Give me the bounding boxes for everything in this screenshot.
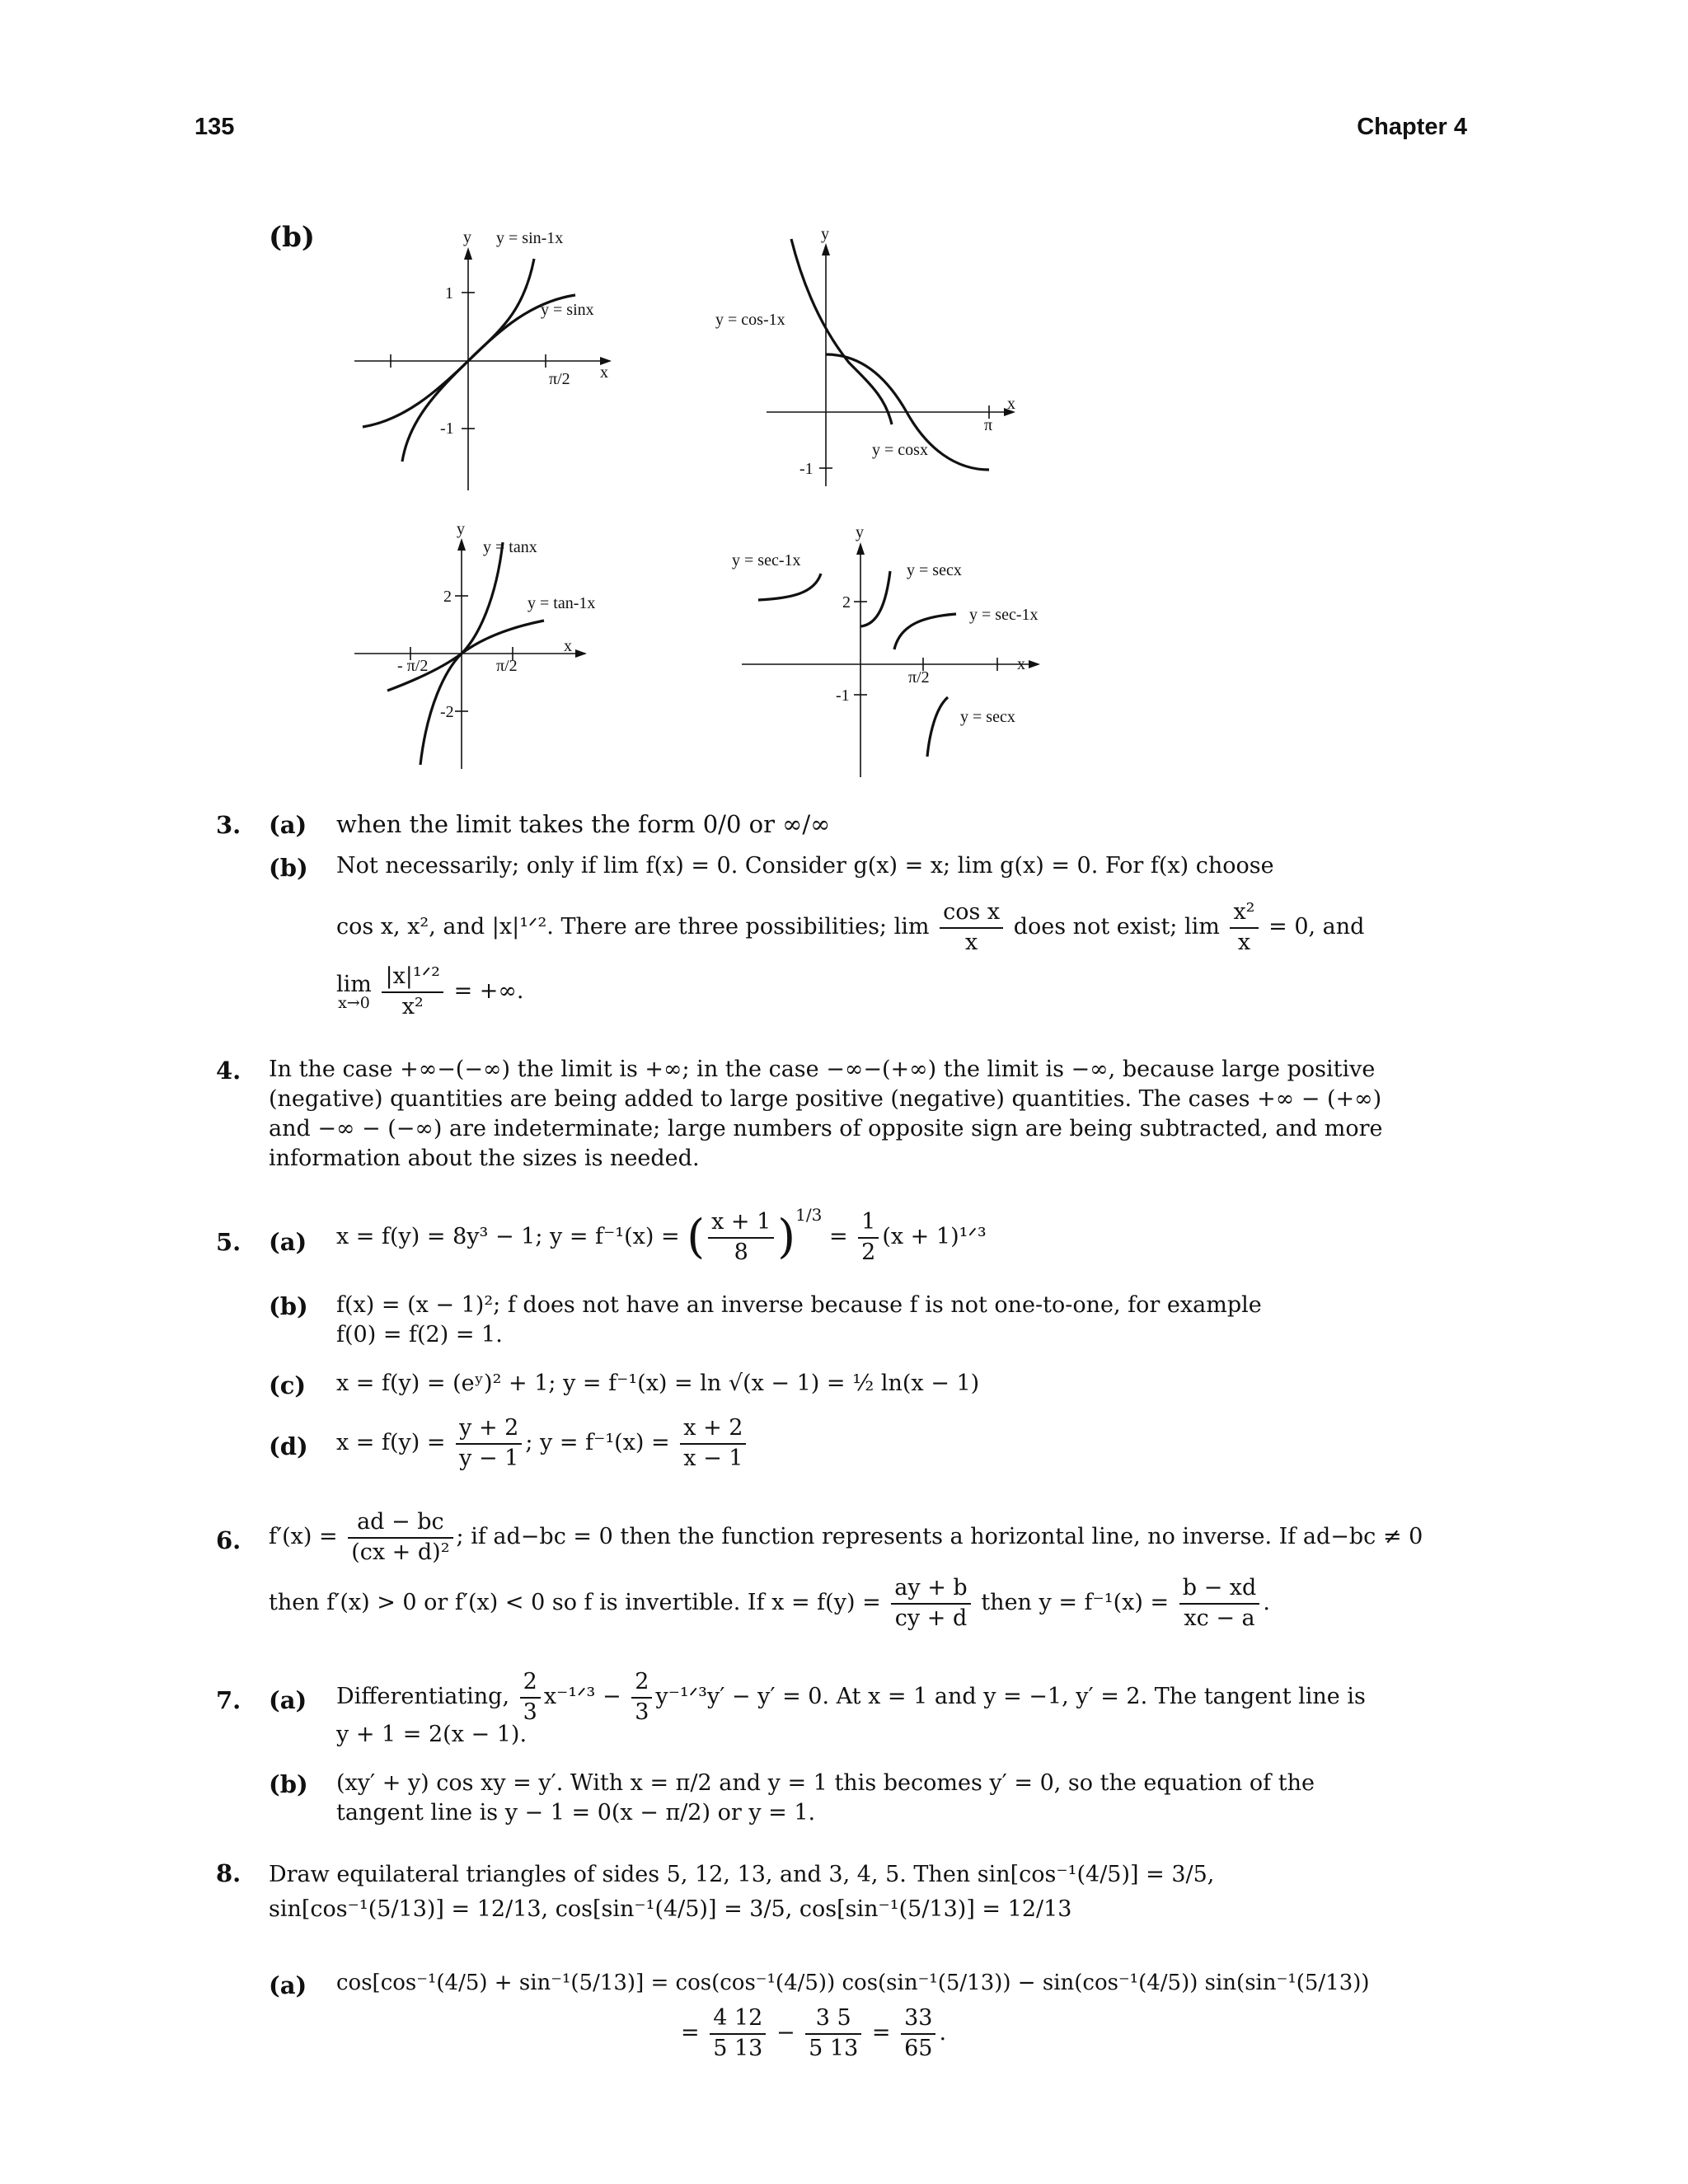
problem-5b-line1: f(x) = (x − 1)²; f does not have an inverse because f is not one-to-one, for example: [336, 1292, 1262, 1318]
problem-7a-label: (a): [269, 1686, 307, 1714]
problem-5-number: 5.: [216, 1228, 241, 1256]
numerator: x + 1: [708, 1208, 774, 1239]
problem-7b-line1: (xy′ + y) cos xy = y′. With x = π/2 and y = 1 this becomes y′ = 0, so the equation of the: [336, 1770, 1315, 1796]
label-sec-top: y = secx: [907, 561, 962, 579]
numerator: x + 2: [680, 1414, 746, 1445]
x-axis-label: x: [1017, 655, 1025, 673]
denominator: 65: [904, 2035, 933, 2061]
numerator: ad − bc: [348, 1508, 452, 1539]
x-axis-label: x: [600, 363, 608, 382]
problem-5c-text: x = f(y) = (eʸ)² + 1; y = f⁻¹(x) = ln √(x − 1) = ½ ln(x − 1): [336, 1371, 980, 1396]
x-arrow: [1029, 660, 1040, 668]
problem-7b-line2: tangent line is y − 1 = 0(x − π/2) or y = 1.: [336, 1800, 816, 1825]
lim-text: lim: [336, 971, 372, 997]
arcsec-right-curve: [894, 614, 956, 649]
problem-3b-line3: [336, 963, 523, 1021]
y-arrow: [822, 243, 830, 255]
arccos-curve: [791, 239, 892, 424]
problem-3a-label: (a): [269, 811, 307, 839]
fraction-adbc: [348, 1508, 452, 1567]
numerator: 4 12: [710, 2004, 766, 2035]
problem-6-line2: [269, 1574, 1270, 1633]
figure-label: (b): [269, 221, 315, 254]
limit-operator: [336, 973, 372, 1011]
numerator: |x|¹ᐟ²: [382, 963, 443, 993]
left-paren: (: [687, 1210, 706, 1264]
tick-label-pi2: π/2: [549, 370, 570, 388]
tick-label-m1: -1: [440, 419, 454, 438]
numerator: 33: [901, 2004, 935, 2035]
tick-label-2: 2: [443, 588, 452, 606]
label-arctan: y = tan-1x: [528, 594, 596, 612]
problem-3b-line2a: cos x, x², and |x|¹ᐟ². There are three possibilities; lim: [336, 914, 930, 940]
x-axis-label: x: [1007, 395, 1015, 413]
y-axis-label: y: [821, 225, 829, 243]
denominator: 5 13: [713, 2035, 763, 2061]
fraction-4-12: [710, 2004, 766, 2063]
problem-3b-line3-end: = +∞.: [453, 978, 524, 1005]
y-axis-label: y: [457, 520, 465, 538]
problem-5d-text: [336, 1414, 749, 1473]
sec-top-curve: [860, 571, 890, 626]
denominator: x: [1237, 929, 1251, 955]
fraction-x2-x: [1230, 898, 1258, 957]
y-arrow: [856, 542, 865, 555]
graph-cos-arccos: [709, 223, 1039, 494]
problem-5d-part1: x = f(y) =: [336, 1430, 446, 1456]
denominator: 2: [861, 1239, 876, 1265]
problem-4-line1: In the case +∞−(−∞) the limit is +∞; in the case −∞−(+∞) the limit is −∞, because large positive: [269, 1057, 1376, 1082]
label-arcsec-left: y = sec-1x: [732, 551, 801, 569]
numerator: cos x: [940, 898, 1003, 929]
denominator: xc − a: [1184, 1605, 1255, 1631]
tick-label-m1: -1: [836, 687, 850, 705]
tick-label-pi2: π/2: [496, 657, 518, 675]
numerator: 2: [520, 1668, 541, 1699]
problem-3b-line2: [336, 898, 1364, 957]
problem-6-part4: then y = f⁻¹(x) =: [981, 1590, 1170, 1616]
denominator: 3: [523, 1699, 537, 1725]
tick-label-1: 1: [445, 284, 453, 302]
fraction-bxd-xca: [1179, 1574, 1260, 1633]
problem-3b-line1: Not necessarily; only if lim f(x) = 0. Consider g(x) = x; lim g(x) = 0. For f(x) choose: [336, 853, 1274, 879]
problem-4-body: [269, 1055, 1382, 1174]
problem-7a-part2: x⁻¹ᐟ³ −: [543, 1684, 621, 1710]
sec-bottom-curve: [927, 697, 948, 757]
problem-3a-text: when the limit takes the form 0/0 or ∞/∞: [336, 810, 831, 838]
problem-5d-part2: ; y = f⁻¹(x) =: [525, 1430, 670, 1456]
problem-3-number: 3.: [216, 811, 241, 839]
x-arrow: [575, 649, 587, 658]
problem-6-part1: f′(x) =: [269, 1524, 338, 1550]
problem-3b-line2c: = 0, and: [1268, 914, 1365, 940]
problem-7a-part1: Differentiating,: [336, 1684, 510, 1710]
problem-6-number: 6.: [216, 1526, 241, 1554]
denominator: cy + d: [894, 1605, 968, 1631]
label-sec-bottom: y = secx: [960, 708, 1015, 726]
denominator: x − 1: [683, 1445, 743, 1471]
denominator: 8: [734, 1239, 748, 1265]
problem-7a-part3: y⁻¹ᐟ³y′ − y′ = 0. At x = 1 and y = −1, y′ = 2. The tangent line is: [655, 1684, 1366, 1710]
y-arrow: [457, 538, 466, 551]
numerator: 2: [631, 1668, 652, 1699]
problem-4-line3: and −∞ − (−∞) are indeterminate; large numbers of opposite sign are being subtracted, and more: [269, 1116, 1383, 1141]
label-tan: y = tanx: [483, 538, 537, 556]
y-axis-label: y: [856, 523, 864, 541]
power-1-3: 1/3: [795, 1205, 823, 1225]
problem-6-line1: [269, 1508, 1423, 1567]
label-arcsec-right: y = sec-1x: [969, 606, 1039, 624]
denominator: 3: [635, 1699, 649, 1725]
label-arcsin: y = sin-1x: [496, 229, 564, 247]
problem-6-part3: then f′(x) > 0 or f′(x) < 0 so f is invertible. If x = f(y) =: [269, 1590, 881, 1616]
fraction-3-5: [805, 2004, 861, 2063]
tick-label-2: 2: [842, 593, 851, 612]
problem-4-line4: information about the sizes is needed.: [269, 1146, 700, 1171]
y-arrow: [464, 247, 472, 260]
fraction-33-65: [901, 2004, 935, 2063]
page-number: 135: [195, 114, 235, 140]
numerator: b − xd: [1179, 1574, 1260, 1605]
numerator: x²: [1230, 898, 1258, 929]
problem-5c-label: (c): [269, 1371, 307, 1399]
problem-4-line2: (negative) quantities are being added to large positive (negative) quantities. The cases +∞ − (+∞): [269, 1086, 1382, 1112]
problem-5a-part3: (x + 1)¹ᐟ³: [882, 1224, 987, 1249]
fraction-cosx-x: [940, 898, 1003, 957]
problem-6-part2: ; if ad−bc = 0 then the function represents a horizontal line, no inverse. If ad−bc ≠ 0: [456, 1524, 1423, 1550]
denominator: 5 13: [809, 2035, 859, 2061]
equals: =: [828, 1224, 848, 1249]
fraction-xplus1-8: [708, 1208, 774, 1267]
numerator: 3 5: [805, 2004, 861, 2035]
label-cos: y = cosx: [872, 441, 928, 459]
numerator: 1: [858, 1208, 879, 1239]
tick-label-m1: -1: [799, 460, 814, 478]
denominator: (cx + d)²: [351, 1539, 450, 1565]
fraction-y2-y1: [456, 1414, 522, 1473]
minus: −: [776, 2020, 795, 2046]
problem-3b-line2b: does not exist; lim: [1013, 914, 1220, 940]
problem-8a-label: (a): [269, 1971, 307, 1999]
numerator: ay + b: [891, 1574, 970, 1605]
label-sin: y = sinx: [541, 301, 594, 319]
denominator: x: [964, 929, 978, 955]
right-paren: ): [777, 1210, 796, 1264]
problem-8-line1: Draw equilateral triangles of sides 5, 12, 13, and 3, 4, 5. Then sin[cos⁻¹(4/5)] = 3/5,: [269, 1862, 1215, 1887]
fraction-x2-x1: [680, 1414, 746, 1473]
chapter-title: Chapter 4: [1357, 114, 1467, 140]
problem-6-end: .: [1263, 1590, 1270, 1616]
problem-7b-label: (b): [269, 1770, 308, 1798]
numerator: y + 2: [456, 1414, 522, 1445]
problem-8-number: 8.: [216, 1859, 241, 1887]
label-arccos: y = cos-1x: [715, 311, 785, 329]
y-axis-label: y: [463, 228, 471, 246]
fraction-one-half: [858, 1208, 879, 1267]
equals: =: [681, 2020, 700, 2046]
problem-5b-line2: f(0) = f(2) = 1.: [336, 1322, 503, 1347]
denominator: y − 1: [459, 1445, 519, 1471]
problem-7a-line2: y + 1 = 2(x − 1).: [336, 1722, 528, 1747]
problem-5b-label: (b): [269, 1292, 308, 1320]
tick-label-pi: π: [984, 416, 993, 434]
problem-5a-part1: x = f(y) = 8y³ − 1; y = f⁻¹(x) =: [336, 1224, 680, 1249]
graph-tan-arctan: [354, 518, 635, 777]
fraction-2-3: [520, 1668, 541, 1727]
arcsec-left-curve: [758, 574, 821, 600]
equals-2: =: [871, 2020, 891, 2046]
problem-8a-line1: cos[cos⁻¹(4/5) + sin⁻¹(5/13)] = cos(cos⁻¹(4/5)) cos(sin⁻¹(5/13)) − sin(cos⁻¹(4/5)) sin(sin⁻¹(5/13)): [336, 1971, 1370, 1995]
problem-7b-body: [336, 1769, 1315, 1828]
denominator: x²: [401, 993, 424, 1019]
problem-3b-label: (b): [269, 854, 308, 882]
problem-5d-label: (d): [269, 1432, 308, 1460]
problem-5b-body: [336, 1291, 1262, 1350]
problem-5a-label: (a): [269, 1228, 307, 1256]
tick-label-mpi2: - π/2: [397, 657, 429, 675]
graph-sin-arcsin: [354, 223, 635, 494]
period: .: [939, 2020, 947, 2046]
tick-label-pi2: π/2: [908, 668, 930, 687]
problem-8a-line2: [681, 2004, 946, 2063]
lim-subscript: x→0: [338, 993, 370, 1012]
problem-8-body: [269, 1858, 1214, 1927]
fraction-ayb-cyd: [891, 1574, 970, 1633]
problem-4-number: 4.: [216, 1057, 241, 1085]
tick-label-m2: -2: [440, 703, 454, 721]
problem-8-line2: sin[cos⁻¹(5/13)] = 12/13, cos[sin⁻¹(4/5)] = 3/5, cos[sin⁻¹(5/13)] = 12/13: [269, 1896, 1072, 1922]
graph-sec-arcsec: [725, 518, 1055, 781]
problem-7-number: 7.: [216, 1686, 241, 1714]
fraction-2-3-second: [631, 1668, 652, 1727]
fraction-absx-x2: [382, 963, 443, 1021]
problem-7a-line1: [336, 1668, 1366, 1727]
problem-5a-text: [336, 1205, 987, 1267]
x-axis-label: x: [564, 637, 572, 655]
